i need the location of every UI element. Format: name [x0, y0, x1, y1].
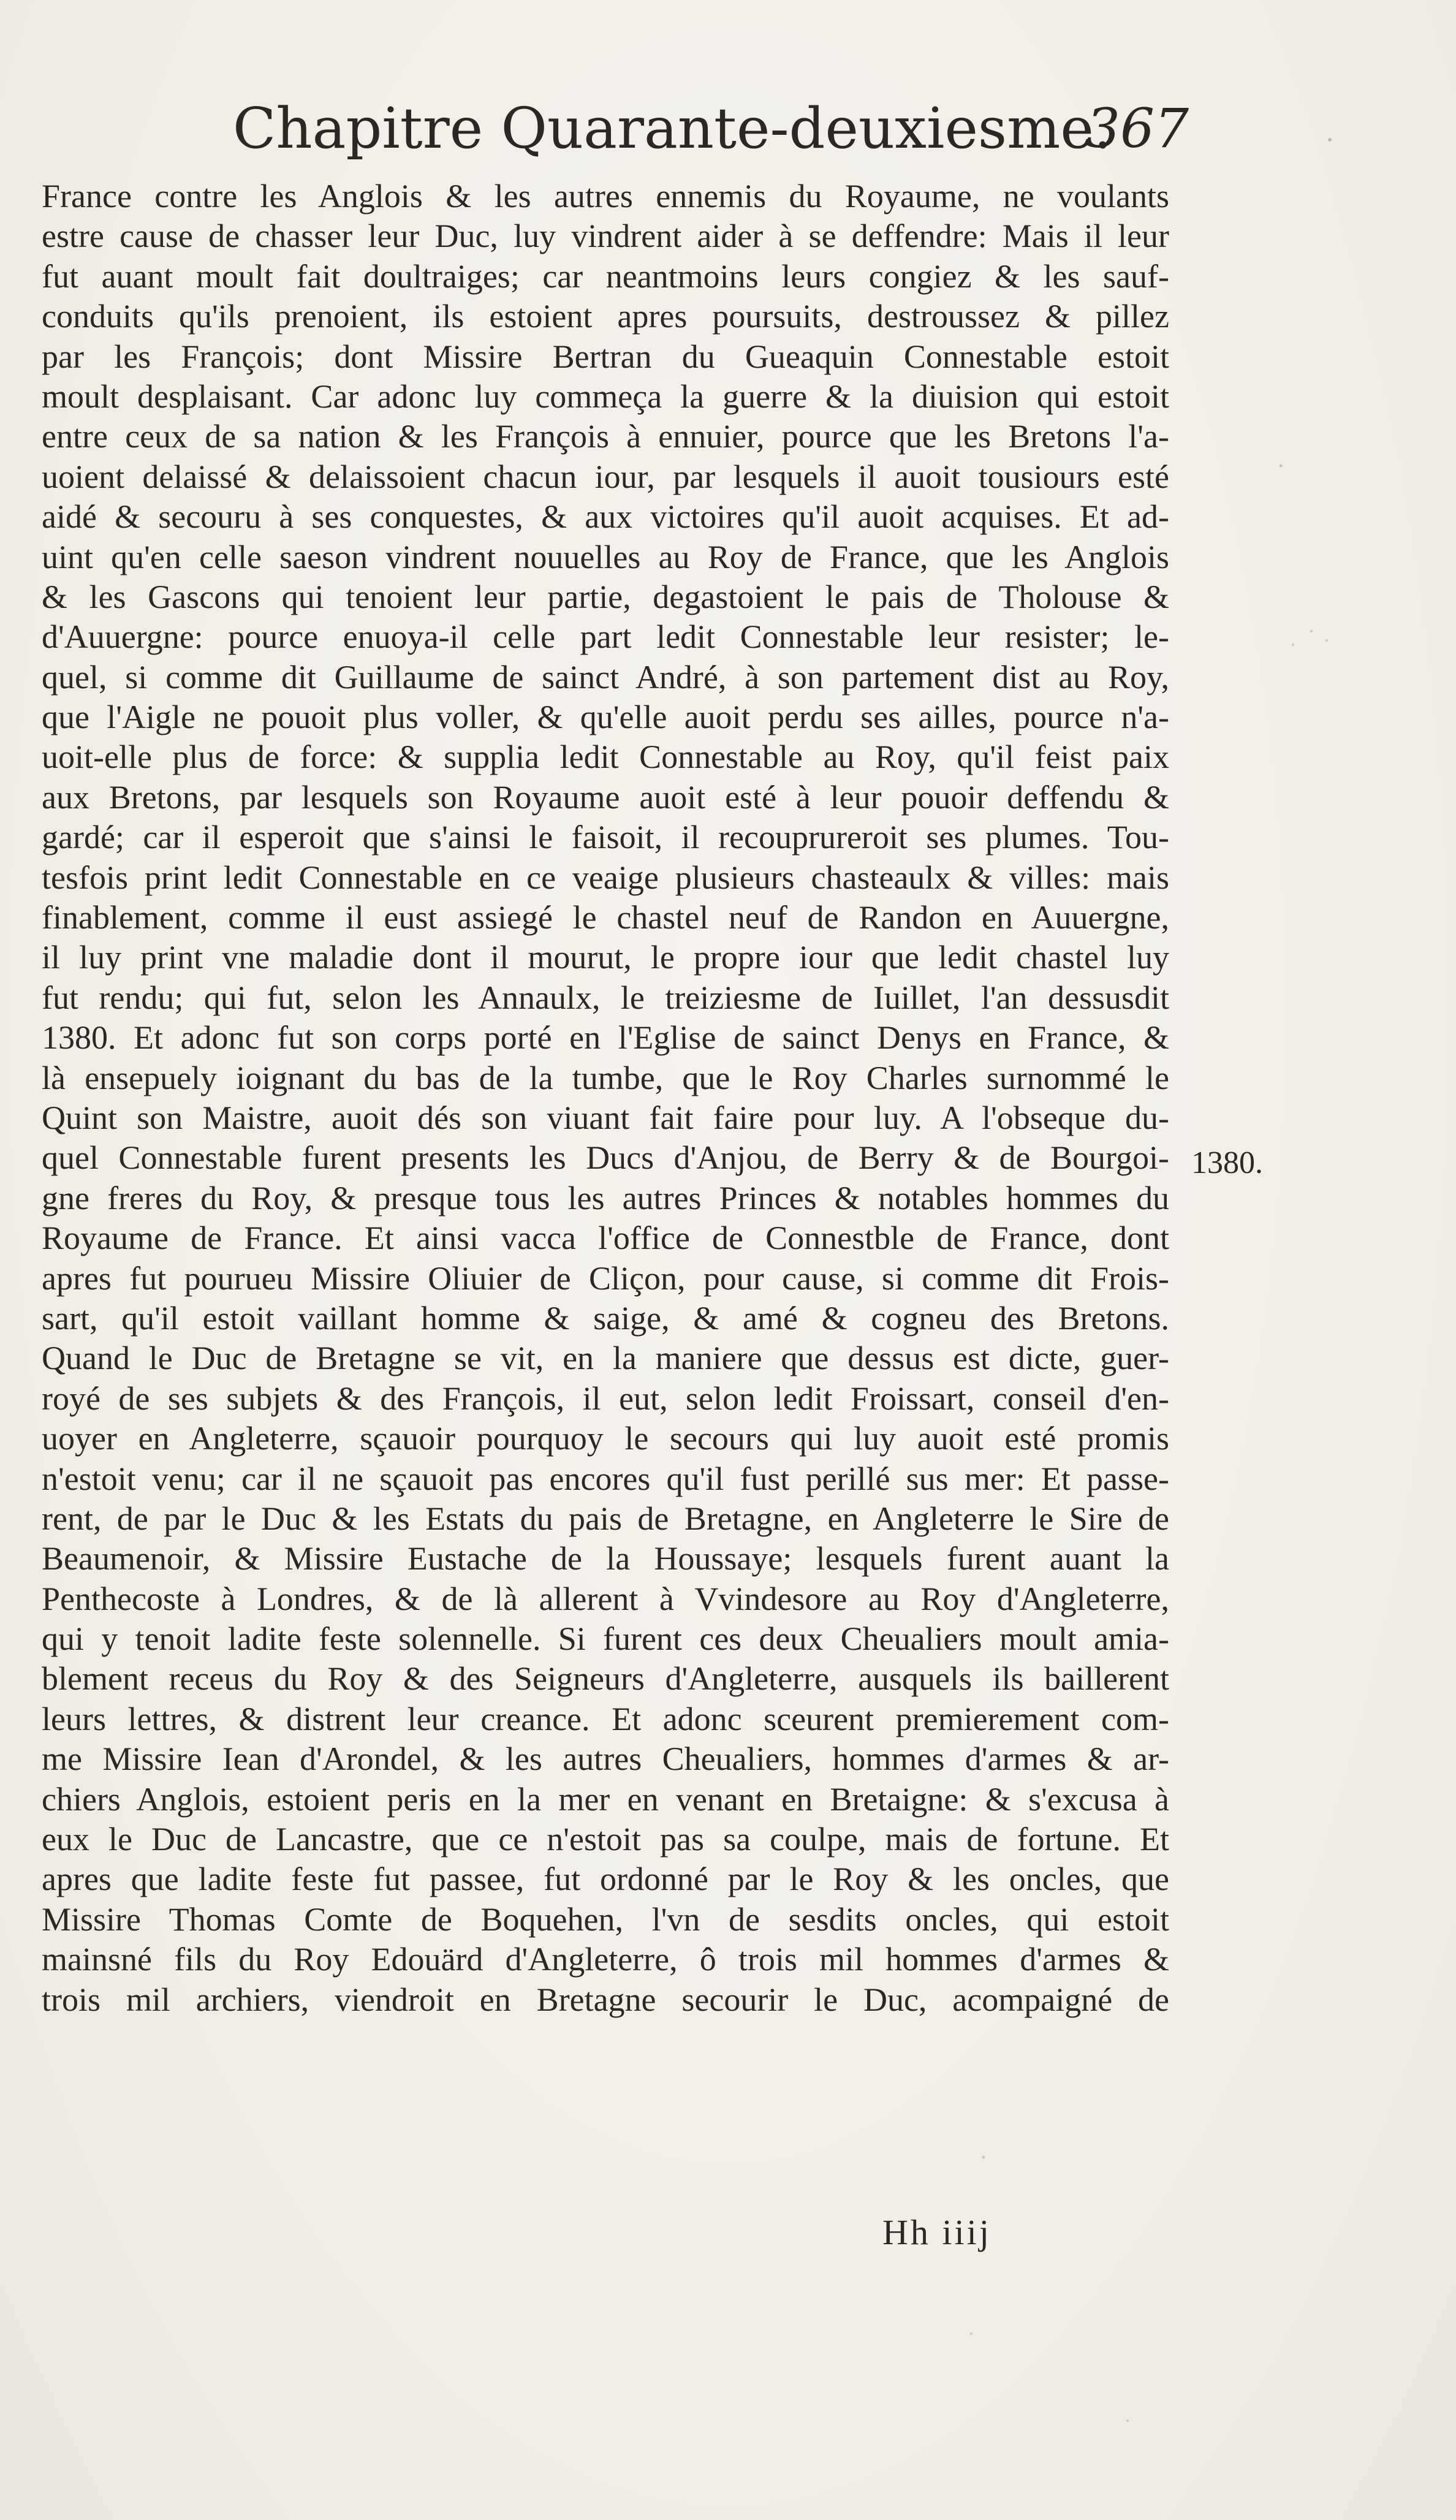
text-line: Missire Thomas Comte de Boquehen, l'vn de sesdits oncles, qui estoit	[42, 1900, 1169, 1938]
text-line: Quint son Maistre, auoit dés son viuant fait faire pour luy. A l'obseque du-	[42, 1099, 1169, 1136]
text-line: uoient delaissé & delaissoient chacun iour, par lesquels il auoit tousiours esté	[42, 458, 1169, 495]
text-line: tesfois print ledit Connestable en ce veaige plusieurs chasteaulx & villes: mais	[42, 859, 1169, 896]
text-line: Royaume de France. Et ainsi vacca l'office de Connestble de France, dont	[42, 1220, 1169, 1257]
text-line: n'estoit venu; car il ne sçauoit pas encores qu'il fust perillé sus mer: Et passe-	[42, 1460, 1169, 1497]
text-line: quel, si comme dit Guillaume de sainct André, à son partement dist au Roy,	[42, 658, 1169, 696]
margin-date-note: 1380.	[1191, 1145, 1263, 1180]
text-line: là ensepuely ioignant du bas de la tumbe, que le Roy Charles surnommé le	[42, 1059, 1169, 1096]
running-head	[233, 92, 1189, 165]
text-line: & les Gascons qui tenoient leur partie, degastoient le pais de Tholouse &	[42, 578, 1169, 615]
text-line: fut rendu; qui fut, selon les Annaulx, le treiziesme de Iuillet, l'an dessusdit	[42, 979, 1169, 1016]
text-line: entre ceux de sa nation & les François à ennuier, pource que les Bretons l'a-	[42, 418, 1169, 455]
text-line: eux le Duc de Lancastre, que ce n'estoit pas sa coulpe, mais de fortune. Et	[42, 1821, 1169, 1858]
text-line: uoyer en Angleterre, sçauoir pourquoy le secours qui luy auoit esté promis	[42, 1420, 1169, 1457]
text-line: leurs lettres, & distrent leur creance. Et adonc sceurent premierement com-	[42, 1700, 1169, 1737]
text-line: Beaumenoir, & Missire Eustache de la Houssaye; lesquels furent auant la	[42, 1540, 1169, 1577]
text-line: estre cause de chasser leur Duc, luy vindrent aider à se deffendre: Mais il leur	[42, 218, 1169, 255]
text-line: mainsné fils du Roy Edouärd d'Angleterre, ô trois mil hommes d'armes &	[42, 1941, 1169, 1978]
text-line: blement receus du Roy & des Seigneurs d'Angleterre, ausquels ils baillerent	[42, 1660, 1169, 1698]
text-line: aux Bretons, par lesquels son Royaume auoit esté à leur pouoir deffendu &	[42, 778, 1169, 816]
text-line: finablement, comme il eust assiegé le chastel neuf de Randon en Auuergne,	[42, 899, 1169, 936]
text-line: moult desplaisant. Car adonc luy commeça la guerre & la diuision qui estoit	[42, 378, 1169, 415]
page-number: 367	[1086, 97, 1189, 160]
text-line: fut auant moult fait doultraiges; car neantmoins leurs congiez & les sauf-	[42, 257, 1169, 295]
text-line: sart, qu'il estoit vaillant homme & saige, & amé & cogneu des Bretons.	[42, 1299, 1169, 1337]
text-line: gne freres du Roy, & presque tous les autres Princes & notables hommes du	[42, 1179, 1169, 1216]
text-line: d'Auuergne: pource enuoya-il celle part ledit Connestable leur resister; le-	[42, 618, 1169, 656]
text-line: 1380. Et adonc fut son corps porté en l'Eglise de sainct Denys en France, &	[42, 1019, 1169, 1057]
text-line: quel Connestable furent presents les Ducs d'Anjou, de Berry & de Bourgoi-	[42, 1139, 1169, 1177]
text-line: il luy print vne maladie dont il mourut, le propre iour que ledit chastel luy	[42, 939, 1169, 976]
text-line: me Missire Iean d'Arondel, & les autres Cheualiers, hommes d'armes & ar-	[42, 1740, 1169, 1778]
text-line: apres fut pourueu Missire Oliuier de Cliçon, pour cause, si comme dit Frois-	[42, 1259, 1169, 1297]
text-line: Penthecoste à Londres, & de là allerent à Vvindesore au Roy d'Angleterre,	[42, 1580, 1169, 1617]
text-line: par les François; dont Missire Bertran du Gueaquin Connestable estoit	[42, 338, 1169, 375]
text-line: que l'Aigle ne pouoit plus voller, & qu'elle auoit perdu ses ailles, pource n'a-	[42, 699, 1169, 736]
text-line: gardé; car il esperoit que s'ainsi le faisoit, il recouprureroit ses plumes. Tou-	[42, 819, 1169, 856]
text-line: rent, de par le Duc & les Estats du pais de Bretagne, en Angleterre le Sire de	[42, 1500, 1169, 1537]
text-line: qui y tenoit ladite feste solennelle. Si furent ces deux Cheualiers moult amia-	[42, 1620, 1169, 1658]
text-line: conduits qu'ils prenoient, ils estoient apres poursuits, destroussez & pillez	[42, 298, 1169, 335]
signature-mark: Hh iiij	[882, 2212, 992, 2252]
text-line: apres que ladite feste fut passee, fut ordonné par le Roy & les oncles, que	[42, 1861, 1169, 1898]
text-line: uoit-elle plus de force: & supplia ledit Connestable au Roy, qu'il feist paix	[42, 738, 1169, 776]
text-line: trois mil archiers, viendroit en Bretagne secourir le Duc, acompaigné de	[42, 1981, 1169, 2018]
body-text	[42, 176, 1169, 2020]
chapter-title: Chapitre Quarante-deuxiesme.	[233, 96, 1112, 161]
text-line: aidé & secouru à ses conquestes, & aux victoires qu'il auoit acquises. Et ad-	[42, 498, 1169, 536]
text-line: royé de ses subjets & des François, il eut, selon ledit Froissart, conseil d'en-	[42, 1380, 1169, 1417]
text-line: Quand le Duc de Bretagne se vit, en la maniere que dessus est dicte, guer-	[42, 1340, 1169, 1377]
text-line: chiers Anglois, estoient peris en la mer en venant en Bretaigne: & s'excusa à	[42, 1780, 1169, 1818]
text-line: uint qu'en celle saeson vindrent nouuelles au Roy de France, que les Anglois	[42, 538, 1169, 575]
text-line: France contre les Anglois & les autres ennemis du Royaume, ne voulants	[42, 178, 1169, 214]
